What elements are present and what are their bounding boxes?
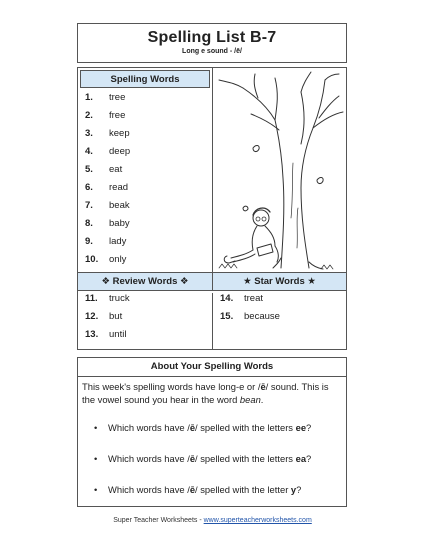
item-word: eat [109,164,123,175]
list-item [78,236,212,254]
about-paragraph [78,377,346,406]
star-words-header: ★ Star Words ★ [243,276,316,287]
item-word: read [109,182,129,193]
q-end: ? [306,453,312,464]
list-item [78,182,212,200]
review-words-header: ❖ Review Words ❖ [78,273,213,290]
list-item [78,218,212,236]
item-word: truck [109,293,130,304]
tree-illustration [213,68,346,272]
question-item [94,453,346,466]
q-end: ? [296,484,302,495]
item-number: 1. [85,92,93,103]
spelling-words-column [78,68,213,272]
item-word: deep [109,146,131,157]
list-item [78,110,212,128]
item-number: 4. [85,146,93,157]
list-item [78,311,212,329]
q-mid: / spelled with the letters [195,422,296,433]
item-number: 5. [85,164,93,175]
item-number: 10. [85,254,99,265]
item-number: 3. [85,128,93,139]
bottom-headers [78,272,346,291]
list-item [78,293,212,311]
q-letters: y [290,484,297,495]
list-item [78,92,212,110]
list-item [78,146,212,164]
q-pre: Which words have / [108,422,190,433]
item-word: baby [109,218,130,229]
q-letters: ea [295,453,307,464]
about-header: About Your Spelling Words [78,358,346,377]
list-item [78,329,212,347]
page-title: Spelling List B-7 [147,29,277,46]
list-item [213,311,346,329]
q-sym: ē [189,422,196,433]
item-word: keep [109,128,130,139]
about-text-end: . [260,394,264,405]
star-words-column [213,293,346,349]
q-sym: ē [189,453,196,464]
item-word: tree [109,92,126,103]
footer-link[interactable]: www.superteacherworksheets.com [203,517,312,524]
q-sym: ē [189,484,196,495]
item-number: 8. [85,218,93,229]
footer [0,517,425,524]
list-item [78,254,212,272]
bullet-icon: • [94,484,98,495]
tree-boy-drawing [213,68,346,272]
item-word: but [109,311,123,322]
list-item [78,200,212,218]
about-text-1: This week's spelling words have long-e or / [82,381,261,392]
item-word: beak [109,200,130,211]
spelling-list-box [77,67,347,350]
bullet-icon: • [94,422,98,433]
question-item [94,422,346,435]
about-text-2: / sound. This is the vowel sound you hear in the word [82,381,329,405]
list-item [78,164,212,182]
q-end: ? [306,422,312,433]
item-word: free [109,110,126,121]
item-number: 12. [85,311,99,322]
item-number: 13. [85,329,99,340]
q-mid: / spelled with the letter [195,484,291,495]
item-number: 6. [85,182,93,193]
item-word: only [109,254,127,265]
item-word: lady [109,236,127,247]
footer-text: Super Teacher Worksheets - [113,517,204,524]
item-number: 11. [85,293,98,304]
page-subtitle: Long e sound - /ē/ [182,48,242,55]
title-box [77,23,347,63]
bullet-icon: • [94,453,98,464]
question-item [94,484,346,497]
item-word: until [109,329,127,340]
about-word: bean [239,394,261,405]
item-word: because [244,311,280,322]
q-letters: ee [295,422,307,433]
q-pre: Which words have / [108,453,190,464]
item-number: 14. [220,293,234,304]
item-number: 7. [85,200,93,211]
item-number: 9. [85,236,93,247]
list-item [78,128,212,146]
about-box [77,357,347,507]
review-words-column [78,293,213,349]
item-number: 2. [85,110,93,121]
spelling-words-header: Spelling Words [80,70,210,88]
about-symbol: ē [260,381,266,392]
item-word: treat [244,293,264,304]
list-item [213,293,346,311]
item-number: 15. [220,311,234,322]
q-pre: Which words have / [108,484,190,495]
q-mid: / spelled with the letters [195,453,296,464]
